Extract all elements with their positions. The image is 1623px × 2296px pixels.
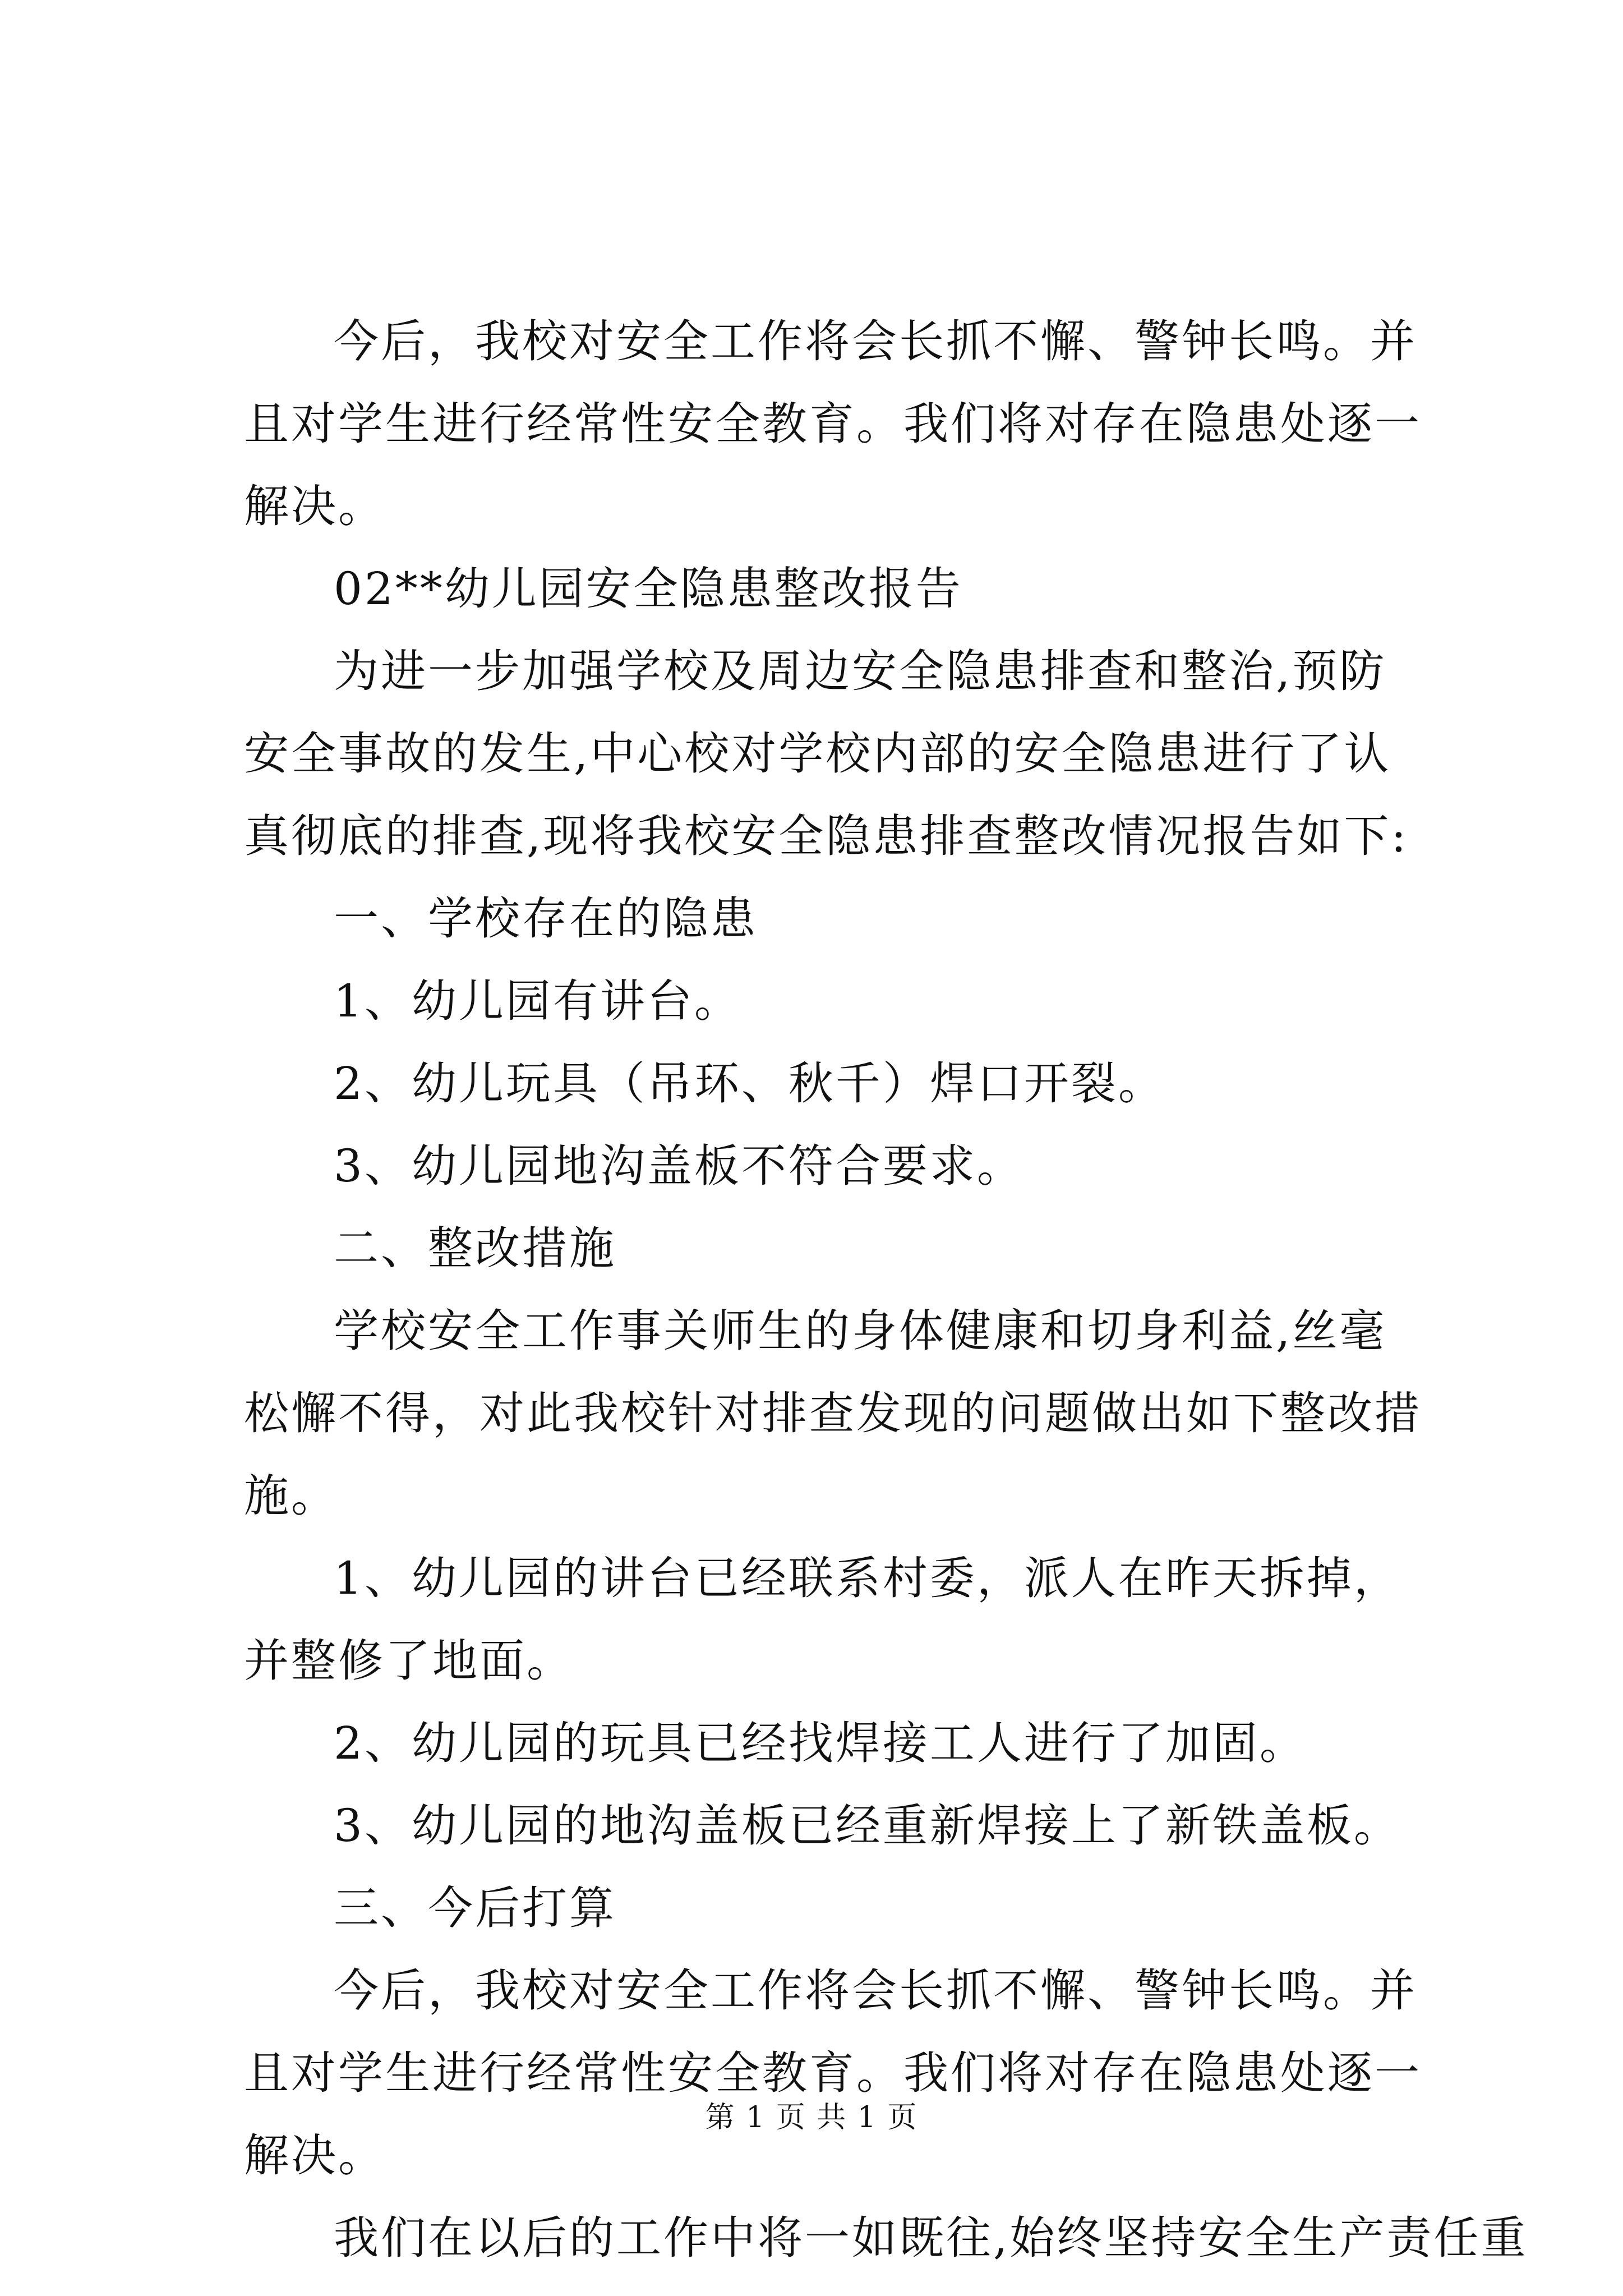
- section-heading-plans: 三、今后打算: [334, 1882, 616, 1934]
- section-heading-measures: 二、整改措施: [334, 1222, 616, 1274]
- hazard-item: 3、幼儿园地沟盖板不符合要求。: [334, 1140, 1024, 1192]
- measure-item: 3、幼儿园的地沟盖板已经重新焊接上了新铁盖板。: [334, 1800, 1401, 1852]
- paragraph-intro: 为进一步加强学校及周边安全隐患排查和整治,预防安全事故的发生,中心校对学校内部的安全隐患进行了认真彻底的排查,现将我校安全隐患排查整改情况报告如下:: [244, 645, 1409, 862]
- hazard-item: 2、幼儿玩具（吊环、秋千）焊口开裂。: [334, 1057, 1165, 1110]
- measure-item: 2、幼儿园的玩具已经找焊接工人进行了加固。: [334, 1717, 1307, 1769]
- report-title: 02**幼儿园安全隐患整改报告: [334, 563, 963, 615]
- page-footer: 第 1 页 共 1 页: [705, 2101, 918, 2134]
- paragraph-measures-intro: 学校安全工作事关师生的身体健康和切身利益,丝毫松懈不得，对此我校针对排查发现的问题做出如下整改措施。: [244, 1305, 1422, 1522]
- paragraph-closing-2: 今后，我校对安全工作将会长抓不懈、警钟长鸣。并且对学生进行经常性安全教育。我们将对存在隐患处逐一解决。: [244, 1964, 1422, 2182]
- hazard-item: 1、幼儿园有讲台。: [334, 975, 741, 1027]
- section-heading-hazards: 一、学校存在的隐患: [334, 892, 758, 945]
- measure-item: 1、幼儿园的讲台已经联系村委，派人在昨天拆掉，并整修了地面。: [244, 1552, 1401, 1687]
- paragraph-closing-1: 今后，我校对安全工作将会长抓不懈、警钟长鸣。并且对学生进行经常性安全教育。我们将对存在隐患处逐一解决。: [244, 315, 1422, 532]
- document-body: [244, 300, 1528, 2279]
- paragraph-final: 我们在以后的工作中将一如既往,始终坚持安全生产责任重: [334, 2212, 1528, 2264]
